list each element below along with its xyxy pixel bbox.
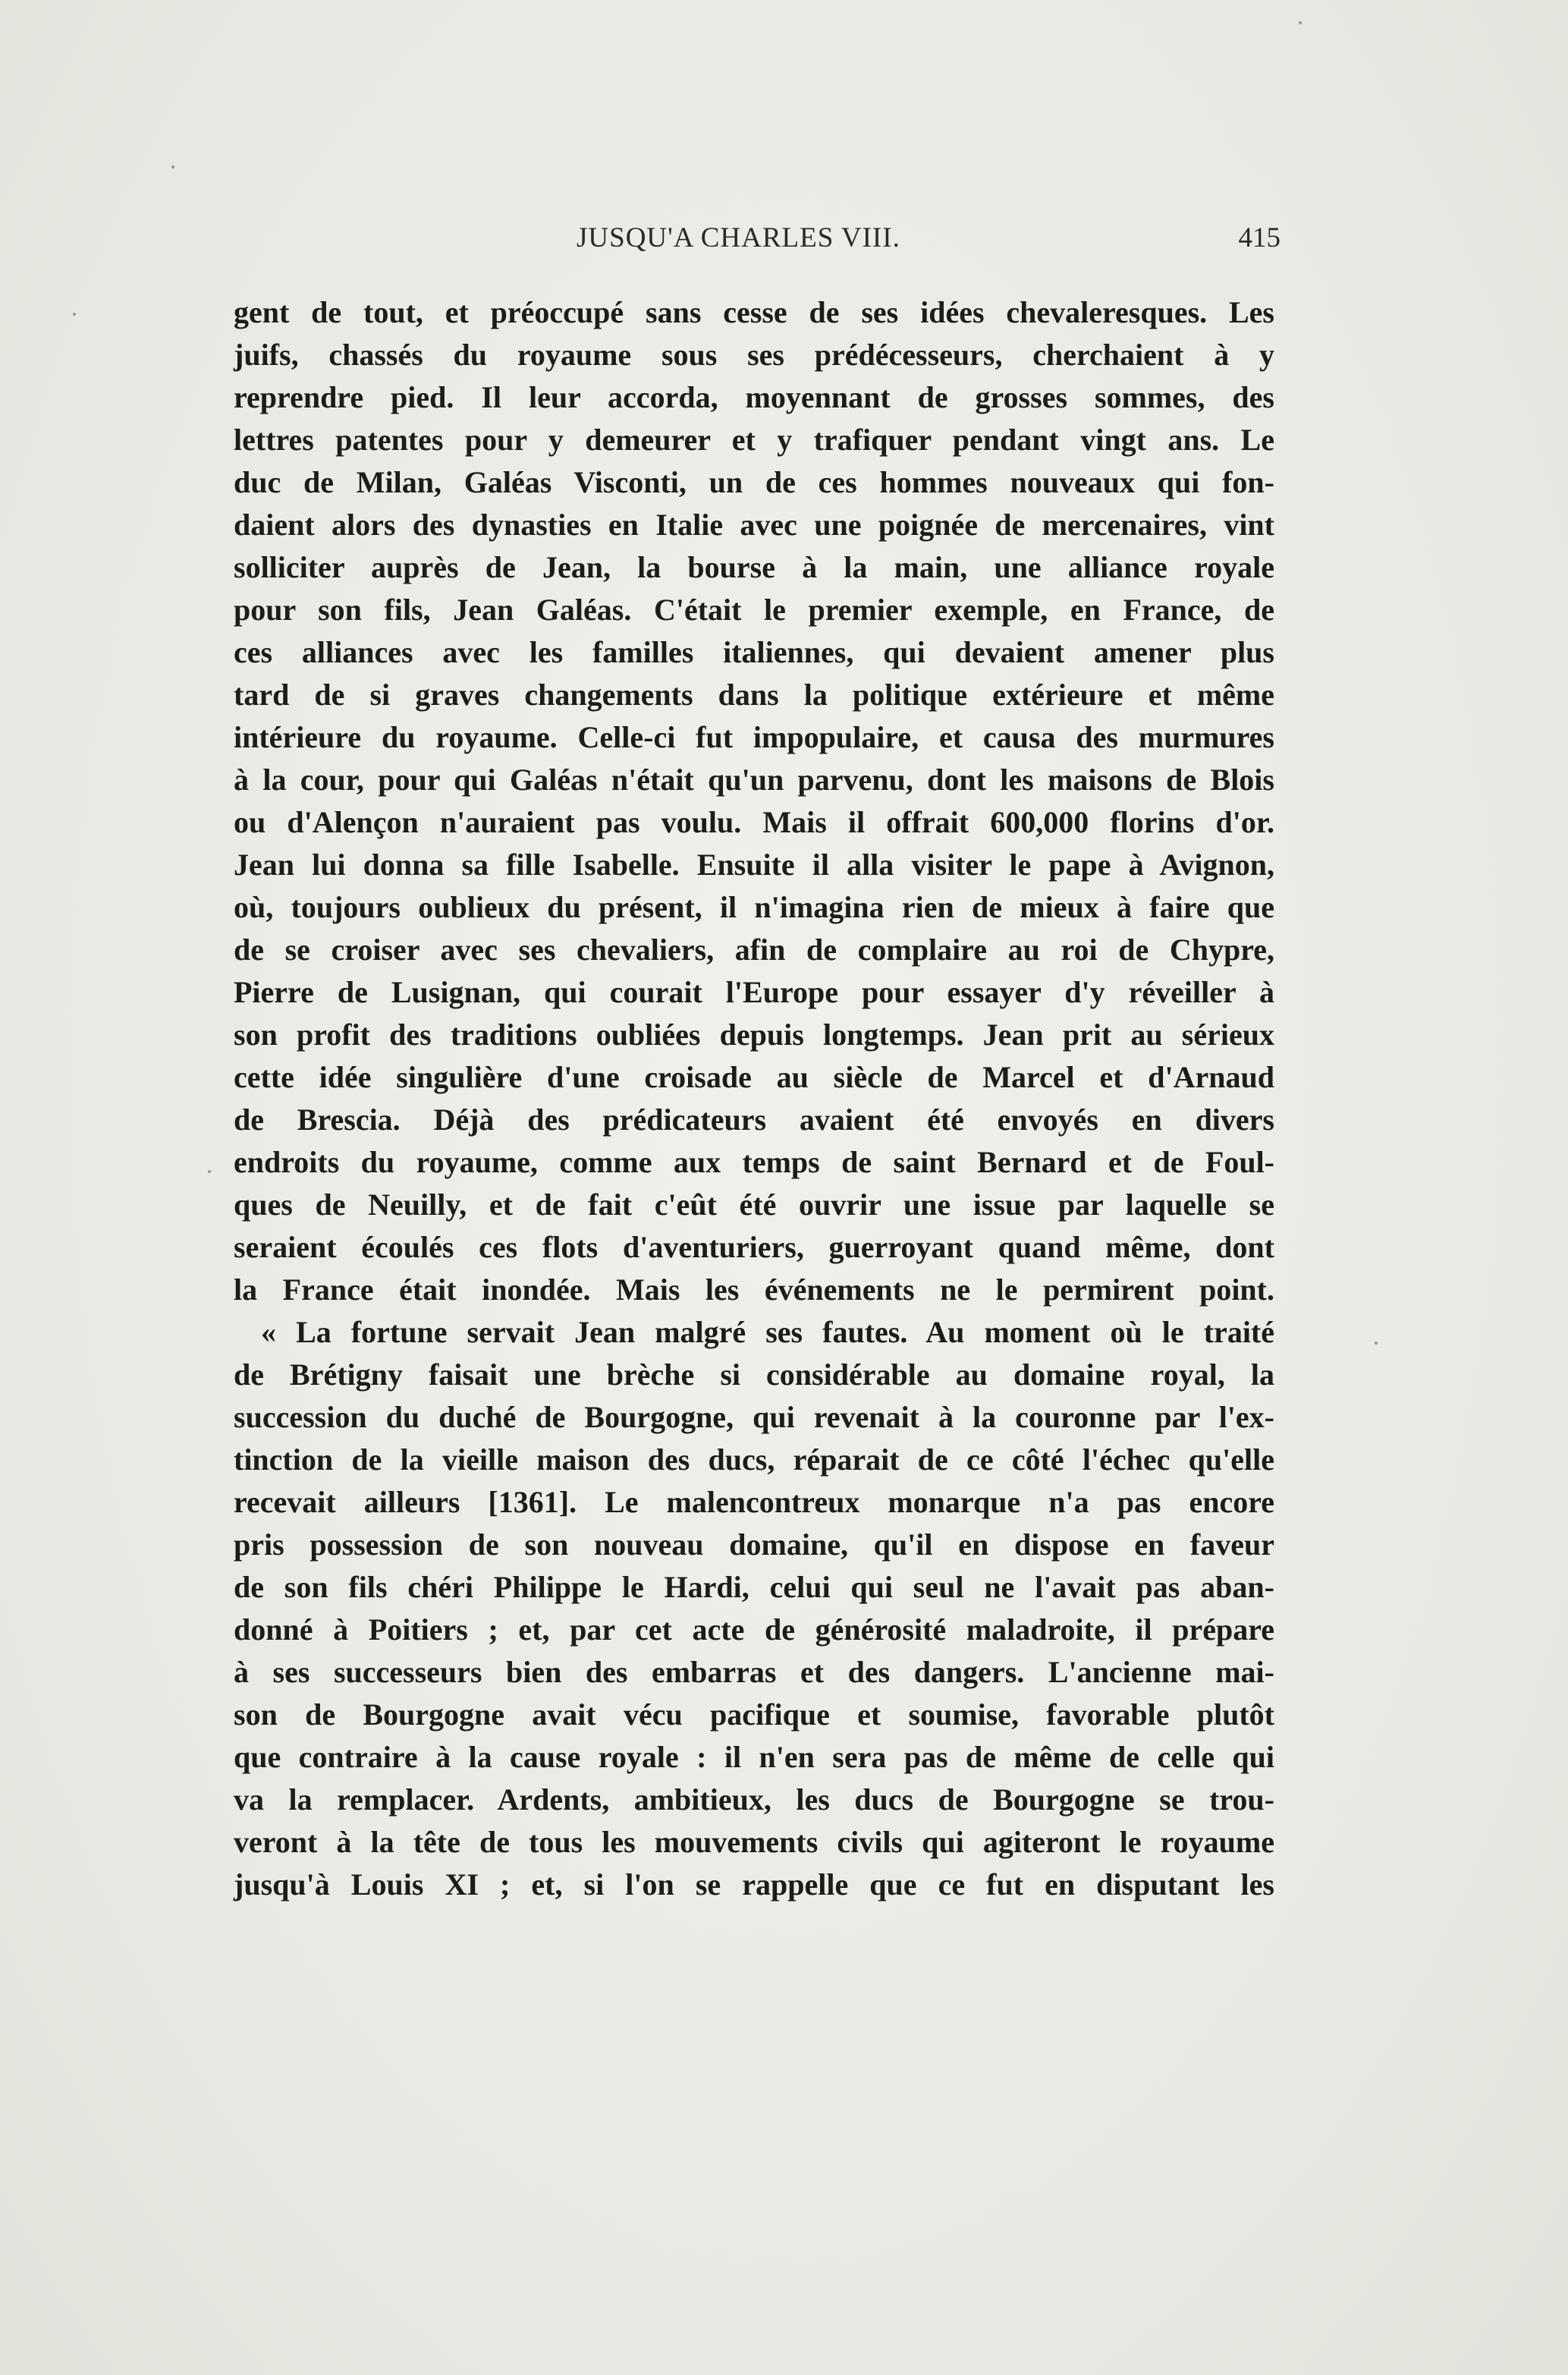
text-line: Pierre de Lusignan, qui courait l'Europe pour essayer d'y réveiller à	[234, 975, 1274, 1009]
text-line: à ses successeurs bien des embarras et des dangers. L'ancienne mai-	[234, 1655, 1274, 1689]
text-line: tard de si graves changements dans la politique extérieure et même	[234, 678, 1274, 712]
paper-speck	[1299, 21, 1302, 24]
text-line: daient alors des dynasties en Italie avec une poignée de mercenaires, vint	[234, 508, 1274, 542]
text-line: gent de tout, et préoccupé sans cesse de ses idées chevaleresques. Les	[234, 295, 1274, 329]
text-line: duc de Milan, Galéas Visconti, un de ces hommes nouveaux qui fon-	[234, 465, 1274, 499]
page-number: 415	[1238, 222, 1280, 253]
text-line: Jean lui donna sa fille Isabelle. Ensuite il alla visiter le pape à Avignon,	[234, 848, 1274, 882]
text-line: ques de Neuilly, et de fait c'eût été ouvrir une issue par laquelle se	[234, 1188, 1274, 1222]
text-line: à la cour, pour qui Galéas n'était qu'un parvenu, dont les maisons de Blois	[234, 763, 1274, 797]
text-line: veront à la tête de tous les mouvements civils qui agiteront le royaume	[234, 1825, 1274, 1859]
paper-speck	[1375, 1342, 1378, 1345]
text-line: où, toujours oublieux du présent, il n'imagina rien de mieux à faire que	[234, 890, 1274, 924]
paper-speck	[208, 1170, 211, 1173]
text-line: endroits du royaume, comme aux temps de saint Bernard et de Foul-	[234, 1145, 1274, 1179]
body-text	[234, 291, 1274, 1906]
text-line: solliciter auprès de Jean, la bourse à la main, une alliance royale	[234, 550, 1274, 584]
text-line: va la remplacer. Ardents, ambitieux, les ducs de Bourgogne se trou-	[234, 1782, 1274, 1817]
paragraph-start-line: « La fortune servait Jean malgré ses fautes. Au moment où le traité	[261, 1315, 1274, 1349]
paper-speck	[171, 165, 174, 168]
text-line: jusqu'à Louis XI ; et, si l'on se rappelle que ce fut en disputant les	[234, 1867, 1274, 1902]
text-line: pour son fils, Jean Galéas. C'était le premier exemple, en France, de	[234, 593, 1274, 627]
text-line: de son fils chéri Philippe le Hardi, celui qui seul ne l'avait pas aban-	[234, 1570, 1274, 1604]
paper-speck	[73, 313, 76, 316]
text-line: tinction de la vieille maison des ducs, réparait de ce côté l'échec qu'elle	[234, 1442, 1274, 1477]
text-line: lettres patentes pour y demeurer et y trafiquer pendant vingt ans. Le	[234, 423, 1274, 457]
text-line: de Brétigny faisait une brèche si considérable au domaine royal, la	[234, 1357, 1274, 1392]
text-line: de se croiser avec ses chevaliers, afin de complaire au roi de Chypre,	[234, 933, 1274, 967]
text-line: pris possession de son nouveau domaine, qu'il en dispose en faveur	[234, 1527, 1274, 1562]
text-line: juifs, chassés du royaume sous ses prédécesseurs, cherchaient à y	[234, 338, 1274, 372]
text-line: son de Bourgogne avait vécu pacifique et soumise, favorable plutôt	[234, 1697, 1274, 1732]
text-line: succession du duché de Bourgogne, qui revenait à la couronne par l'ex-	[234, 1400, 1274, 1434]
text-line: reprendre pied. Il leur accorda, moyennant de grosses sommes, des	[234, 380, 1274, 414]
text-line: ou d'Alençon n'auraient pas voulu. Mais il offrait 600,000 florins d'or.	[234, 805, 1274, 839]
text-line: de Brescia. Déjà des prédicateurs avaient été envoyés en divers	[234, 1103, 1274, 1137]
text-line: intérieure du royaume. Celle-ci fut impopulaire, et causa des murmures	[234, 720, 1274, 754]
text-line: la France était inondée. Mais les événements ne le permirent point.	[234, 1272, 1274, 1307]
text-line: cette idée singulière d'une croisade au siècle de Marcel et d'Arnaud	[234, 1060, 1274, 1094]
text-line: ces alliances avec les familles italiennes, qui devaient amener plus	[234, 635, 1274, 669]
text-line: recevait ailleurs [1361]. Le malencontreux monarque n'a pas encore	[234, 1485, 1274, 1519]
text-line: seraient écoulés ces flots d'aventuriers, guerroyant quand même, dont	[234, 1230, 1274, 1264]
text-line: donné à Poitiers ; et, par cet acte de générosité maladroite, il prépare	[234, 1612, 1274, 1647]
text-line: son profit des traditions oubliées depuis longtemps. Jean prit au sérieux	[234, 1018, 1274, 1052]
running-title: JUSQU'A CHARLES VIII.	[577, 222, 900, 253]
text-line: que contraire à la cause royale : il n'en sera pas de même de celle qui	[234, 1740, 1274, 1774]
